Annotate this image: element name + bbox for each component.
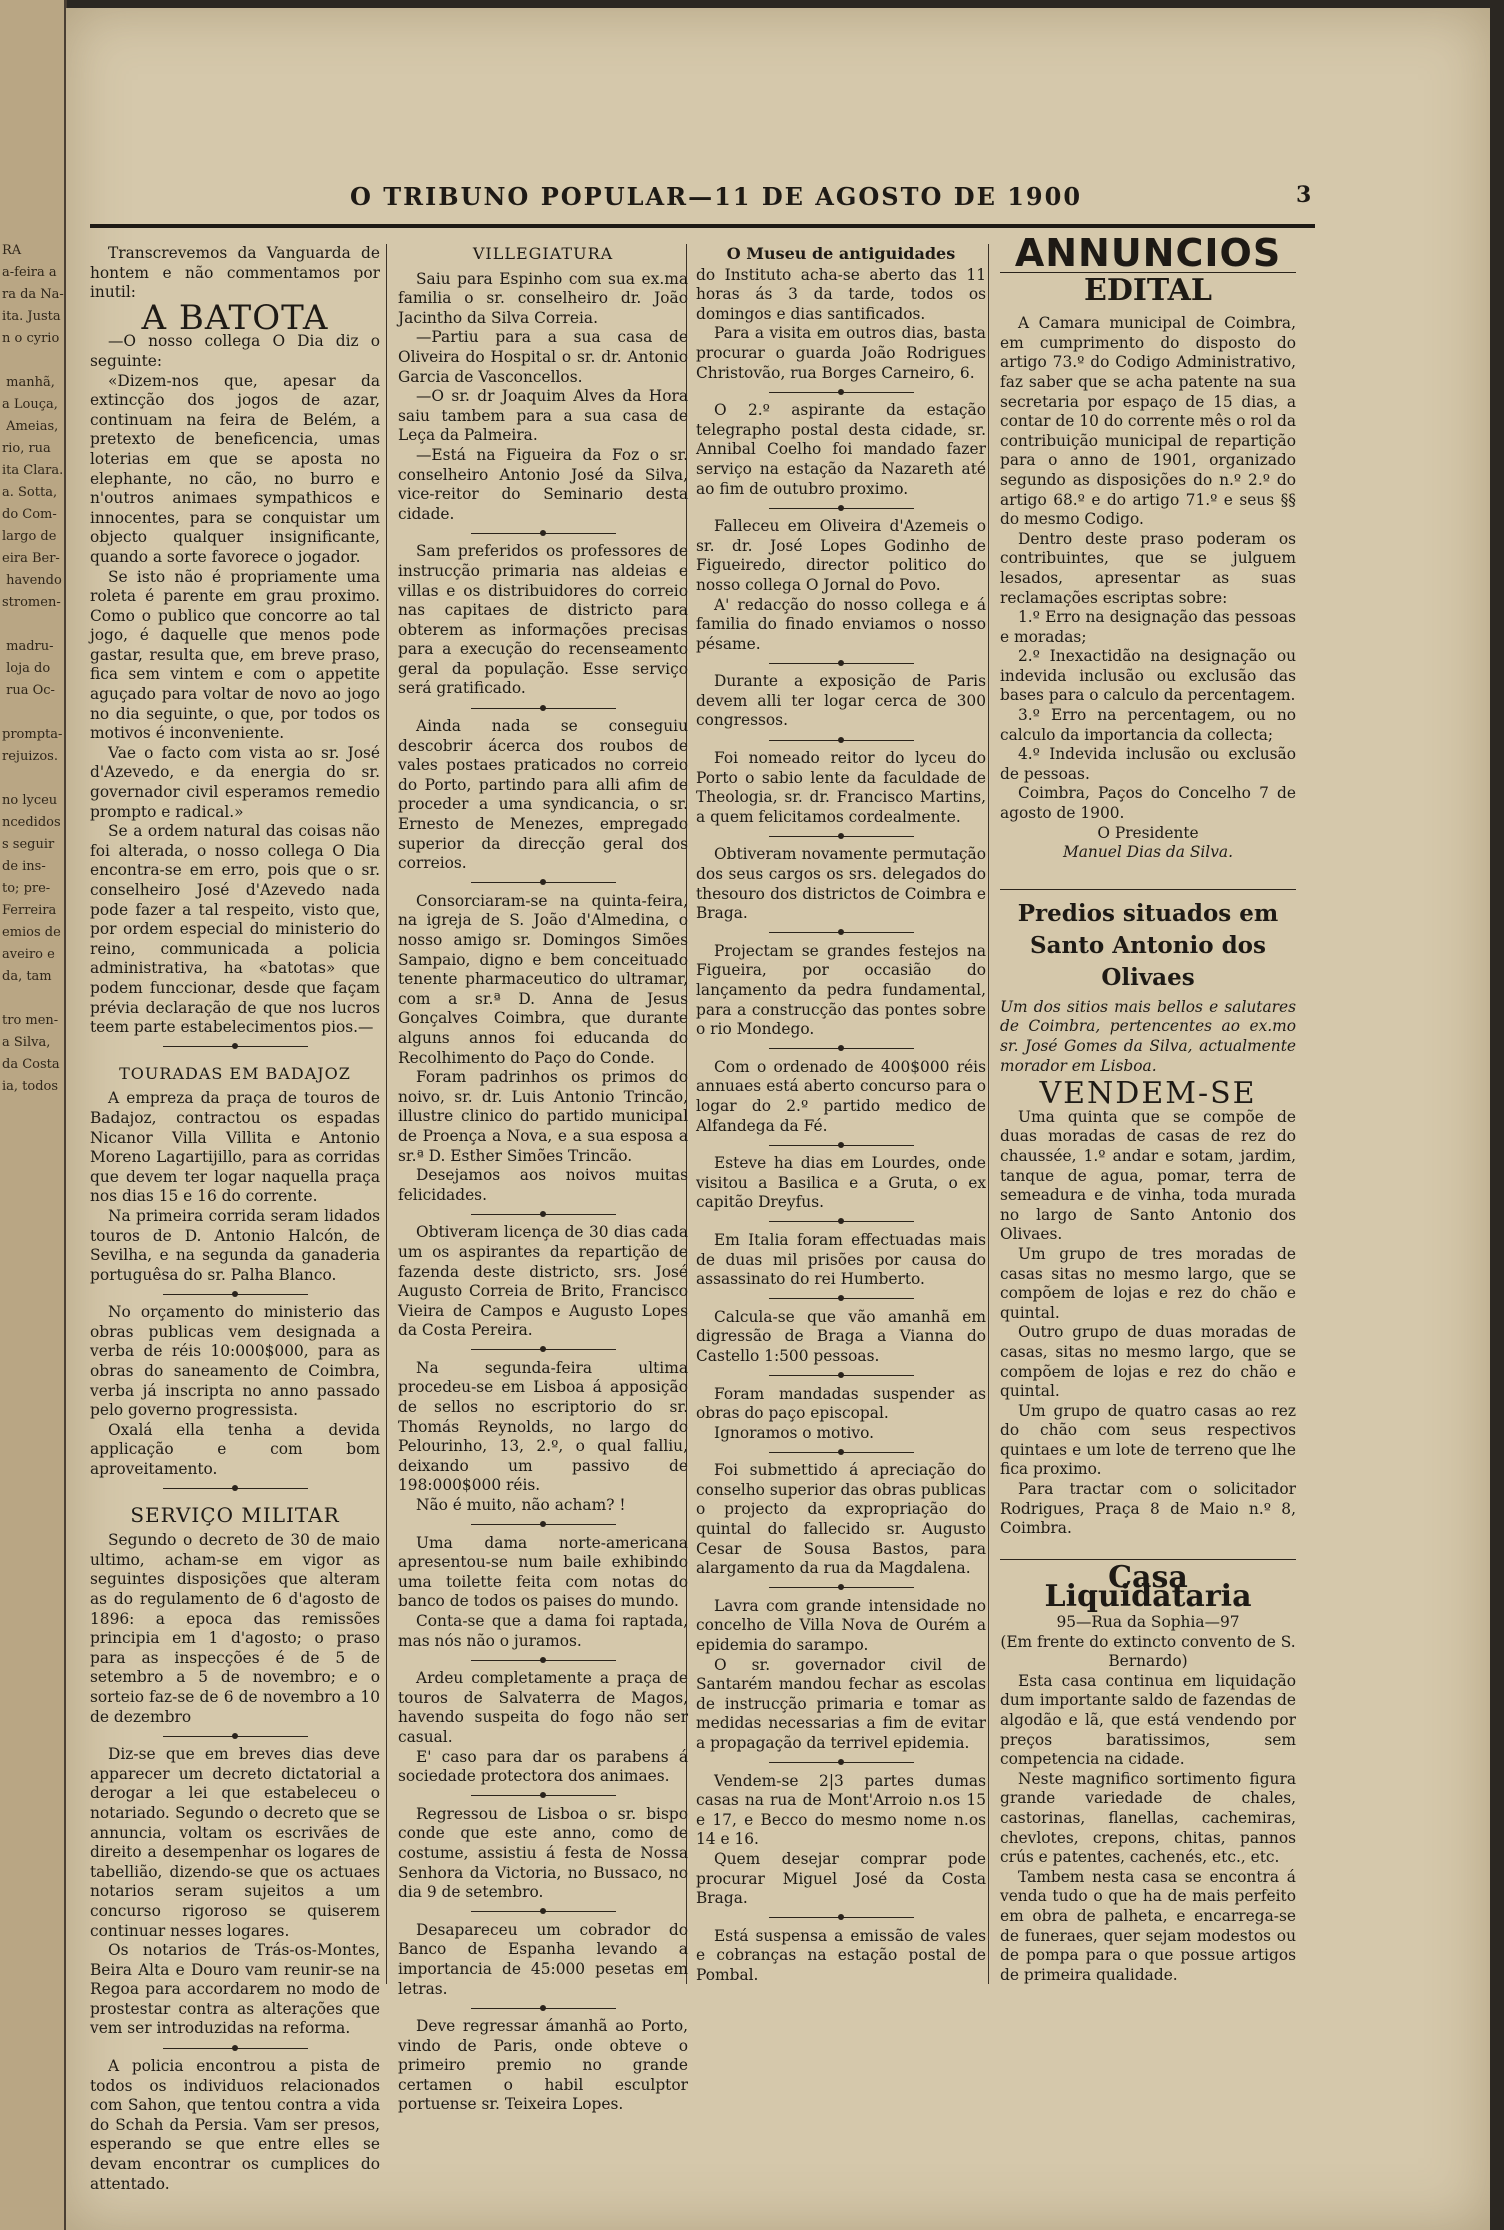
separator	[696, 924, 986, 942]
paragraph: Foram padrinhos os primos do noivo, sr. dr. Luis Antonio Trincão, illustre clinico do partido municipal de Proença a Nova, e a sua esposa a sr.ª D. Esther Simões Trincão.	[398, 1068, 688, 1165]
separator	[398, 524, 688, 542]
separator	[398, 1903, 688, 1921]
separator	[398, 1205, 688, 1223]
paragraph: Foi nomeado reitor do lyceu do Porto o sabio lente da faculdade de Theologia, sr. dr. Francisco Martins, a quem felicitamos cordealmente.	[696, 749, 986, 826]
paragraph: Consorciaram-se na quinta-feira, na igreja de S. João d'Almedina, o nosso amigo sr. Domingos Simões Sampaio, digno e bem conceituado tenente pharmaceutico do ultramar, com a sr.ª D. Anna de Jesus Gonçalves Coimbra, que durante alguns annos foi educanda do Recolhimento do Paço do Conde.	[398, 891, 688, 1067]
intro-paragraph: Transcrevemos da Vanguarda de hontem e não commentamos por inutil:	[90, 244, 380, 302]
paragraph: Ignoramos o motivo.	[714, 1423, 875, 1442]
paragraph: Tambem nesta casa se encontra á venda tudo o que ha de mais perfeito em obra de palheta, e encarrega-se de funeraes, quer sejam modestos ou de pompa para o que possue artigos de primeira qualidade.	[1000, 1867, 1296, 1984]
separator	[696, 654, 986, 672]
paragraph: Se isto não é propriamente uma roleta é parente em grau proximo. Como o publico que concorre ao tal jogo, é daquelle que menos pode gastar, resulta que, em breve praso, fica sem vintem e com o appetite aguçado para voltar de novo ao jogo no dia seguinte, o que, por todos os motivos é inconveniente.	[90, 567, 380, 743]
separator	[398, 1341, 688, 1359]
paragraph: Foram mandadas suspender as obras do paço episcopal.	[696, 1384, 986, 1423]
paragraph: A Camara municipal de Coimbra, em cumprimento do disposto do artigo 73.º do Codigo Administrativo, faz saber que se acha patente na sua secretaria por espaço de 15 dias, a contar de 10 do corrente mês o rol da contribuição municipal de repartição para o anno de 1901, organizado segundo as disposições do n.º 2.º do artigo 68.º e do artigo 71.º e seus §§ do mesmo Codigo.	[1000, 314, 1296, 529]
separator	[696, 1290, 986, 1308]
masthead-rule	[90, 224, 1315, 228]
paragraph: Obtiveram novamente permutação dos seus cargos os srs. delegados do thesouro dos districtos de Coimbra e Braga.	[696, 845, 986, 923]
paragraph: Projectam se grandes festejos na Figueira, por occasião do lançamento da pedra fundamental, para a construcção das pontes sobre o rio Mondego.	[696, 941, 986, 1039]
paragraph: Quem desejar comprar pode procurar Miguel José da Costa Braga.	[696, 1849, 986, 1908]
paragraph: Falleceu em Oliveira d'Azemeis o sr. dr. José Lopes Godinho de Figueiredo, director politico do nosso collega O Jornal do Povo.	[696, 517, 986, 594]
paragraph: Foi submettido á apreciação do conselho superior das obras publicas o projecto da expropriação do quintal do fallecido sr. Augusto Cesar de Sousa Bastos, para alargamento da rua da Magdalena.	[696, 1461, 986, 1578]
paragraph: Para a visita em outros dias, basta procurar o guarda João Rodrigues Christovão, rua Borges Carneiro, 6.	[696, 324, 986, 382]
paragraph: Oxalá ella tenha a devida applicação e com bom aproveitamento.	[90, 1420, 380, 1479]
paragraph: do Instituto acha-se aberto das 11 horas ás 3 da tarde, todos os domingos e dias santificados.	[696, 265, 986, 323]
paragraph: Está suspensa a emissão de vales e cobranças na estação postal de Pombal.	[696, 1926, 986, 1984]
separator	[398, 1999, 688, 2017]
paragraph: —O nosso collega O Dia diz o seguinte:	[90, 332, 380, 370]
masthead-title: O TRIBUNO POPULAR—11 DE AGOSTO DE 1900	[349, 182, 1083, 211]
separator	[90, 1285, 380, 1303]
paragraph: Ardeu completamente a praça de touros de Salvaterra de Magos, havendo suspeita do fogo não ser casual.	[398, 1669, 688, 1746]
paragraph: Na segunda-feira ultima procedeu-se em Lisboa á apposição de sellos no escriptorio do sr. Thomás Reynolds, no largo do Pelourinho, 13, 2.º, o qual falliu, deixando um passivo de 198:000$000 réis.	[398, 1358, 688, 1495]
column-4-announcements	[1000, 231, 1296, 2004]
edital-heading: EDITAL	[1084, 272, 1212, 308]
paragraph: —Está na Figueira da Foz o sr. conselheiro Antonio José da Silva, vice-reitor do Seminario desta cidade.	[398, 445, 688, 523]
paragraph: Uma dama norte-americana apresentou-se num baile exhibindo uma toilette feita com notas do banco de todos os paises do mundo.	[398, 1533, 688, 1611]
paragraph: «Dizem-nos que, apesar da extincção dos jogos de azar, continuam na feira de Belém, a pretexto de beneficencia, umas loterias em que se aposta no elephante, no cão, no burro e n'outros animaes sympathicos e innocentes, para se conquistar um objecto qualquer insignificante, quando a sorte favorece o jogador.	[90, 371, 380, 566]
separator	[696, 499, 986, 517]
paragraph: O 2.º aspirante da estação telegrapho postal desta cidade, sr. Annibal Coelho foi mandado fazer serviço na estação da Nazareth até ao fim de outubro proximo.	[696, 401, 986, 498]
paragraph: Dentro deste praso poderam os contribuintes, que se julguem lesados, apresentar as suas reclamações escriptas sobre:	[1000, 529, 1296, 607]
paragraph: Durante a exposição de Paris devem alli ter logar cerca de 300 congressos.	[696, 672, 986, 730]
predios-subtitle: Um dos sitios mais bellos e salutares de Coimbra, pertencentes ao ex.mo sr. José Gomes da Silva, actualmente morador em Lisboa.	[1000, 997, 1296, 1075]
column-divider	[988, 244, 989, 1984]
previous-page-fragment: RA a-feira a ra da Na- ita. Justa n o cyrio manhã, a Louça, Ameias, rio, rua ita Clara. a. Sotta, do Com- largo de eira Ber- havendo stromen- madru- loja do rua Oc- prompta- rejuizos. no lyceu ncedidos s seguir de ins- to; pre- Ferreira emios de aveiro e da, tam tro men- a Silva, da Costa ia, todos	[2, 243, 64, 1094]
separator	[696, 1579, 986, 1597]
paragraph: —Partiu para a sua casa de Oliveira do Hospital o sr. dr. Antonio Garcia de Vasconcellos.	[398, 328, 688, 386]
paragraph: No orçamento do ministerio das obras publicas vem designada a verba de réis 10:000$000, para as obras do saneamento de Coimbra, verba já inscripta no anno passado pelo governo progressista.	[90, 1303, 380, 1420]
paragraph: Esta casa continua em liquidação dum importante saldo de fazendas de algodão e lã, que está vendendo por preços baratissimos, sem competencia na cidade.	[1000, 1671, 1296, 1769]
previous-page-edge	[0, 0, 67, 2230]
paragraph: Os notarios de Trás-os-Montes, Beira Alta e Douro vam reunir-se na Regoa para accordarem no modo de prostestar contra as alterações que vem ser introduzidas na reforma.	[90, 1941, 380, 2038]
vendem-se-heading: VENDEM-SE	[1039, 1076, 1257, 1112]
paragraph: 3.º Erro na percentagem, ou no calculo da importancia da collecta;	[1000, 706, 1296, 744]
separator	[696, 1136, 986, 1154]
casa-address: 95—Rua da Sophia—97	[1056, 1613, 1240, 1632]
paragraph: Com o ordenado de 400$000 réis annuaes está aberto concurso para o logar do 2.º partido medico de Alfandega da Fé.	[696, 1057, 986, 1135]
newspaper-sheet	[66, 8, 1490, 2230]
paragraph: Segundo o decreto de 30 de maio ultimo, acham-se em vigor as seguintes disposições que alteram as do regulamento de 6 d'agosto de 1896: a epoca das remissões principia em 1 d'agosto; o praso para as inspecções é de 5 de setembro a 5 de novembro; e o sorteio faz-se de 6 de novembro a 10 de dezembro	[90, 1531, 380, 1726]
column-3	[696, 244, 986, 2004]
paragraph: E' caso para dar os parabens á sociedade protectora dos animaes.	[398, 1747, 688, 1786]
column-1	[90, 244, 380, 2193]
paragraph: Obtiveram licença de 30 dias cada um os aspirantes da repartição de fazenda deste districto, srs. José Augusto Correia de Brito, Francisco Vieira de Campos e Augusto Lopes da Costa Pereira.	[398, 1223, 688, 1340]
touradas-heading: TOURADAS EM BADAJOZ	[119, 1063, 351, 1083]
paragraph: 2.º Inexactidão na designação ou indevida inclusão ou exclusão das bases para o calculo da percentagem.	[1000, 647, 1296, 705]
servico-militar-heading: SERVIÇO MILITAR	[130, 1502, 340, 1527]
column-2	[398, 244, 688, 2114]
casa-address-note: (Em frente do extincto convento de S. Bernardo)	[1000, 1632, 1296, 1671]
separator	[398, 1787, 688, 1805]
paragraph: Desapareceu um cobrador do Banco de Espanha levando a importancia de 45:000 pesetas em letras.	[398, 1920, 688, 1998]
paragraph: Na primeira corrida seram lidados touros de D. Antonio Halcón, de Sevilha, e na segunda da ganaderia portuguêsa do sr. Palha Blanco.	[90, 1206, 380, 1284]
edital-signature: Manuel Dias da Silva.	[1063, 843, 1233, 862]
casa-liquidataria-heading: Casa Liquidataria	[1044, 1559, 1252, 1615]
paragraph: Calcula-se que vão amanhã em digressão de Braga a Vianna do Castello 1:500 pessoas.	[696, 1307, 986, 1365]
separator	[696, 827, 986, 845]
paragraph: Sam preferidos os professores de instrucção primaria nas aldeias e villas e os distribuidores do correio nas capitaes de districto para obterem as informações precisas para a execução do recenseamento geral da população. Esse serviço será gratificado.	[398, 542, 688, 698]
paragraph: Conta-se que a dama foi raptada, mas nós não o juramos.	[398, 1612, 688, 1650]
paragraph: Outro grupo de duas moradas de casas, sitas no mesmo largo, que se compõem de lojas e rez do chão e quintal.	[1000, 1323, 1296, 1401]
separator	[696, 1213, 986, 1231]
paragraph: Coimbra, Paços do Concelho 7 de agosto de 1900.	[1000, 784, 1296, 823]
paragraph: Para tractar com o solicitador Rodrigues, Praça 8 de Maio n.º 8, Coimbra.	[1000, 1480, 1296, 1538]
paragraph: Ainda nada se conseguiu descobrir ácerca dos roubos de vales postaes praticados no correio do Porto, partindo para alli afim de proceder a uma syndicancia, o sr. Ernesto de Menezes, empregado superior da direcção geral dos correios.	[398, 717, 688, 873]
paragraph: Desejamos aos noivos muitas felicidades.	[398, 1166, 688, 1204]
separator	[90, 1727, 380, 1745]
paragraph: Uma quinta que se compõe de duas moradas de casas de rez do chaussée, 1.º andar e sotam, jardim, tanque de agua, pomar, terra de semeadura e de vinha, toda murada no largo de Santo Antonio dos Olivaes.	[1000, 1107, 1296, 1244]
separator	[398, 699, 688, 717]
separator	[90, 1480, 380, 1498]
paragraph: Diz-se que em breves dias deve apparecer um decreto dictatorial a derogar a lei que estabeleceu o notariado. Segundo o decreto que se annuncia, voltam os escrivães de direito a desempenhar os logares de tabellião, dizendo-se que os actuaes notarios seram sujeitos a um concurso rigoroso se quiserem continuar nesses logares.	[90, 1745, 380, 1940]
separator	[398, 1651, 688, 1669]
separator	[696, 1040, 986, 1058]
vilegiatura-heading: VILLEGIATURA	[472, 244, 614, 263]
separator	[90, 1038, 380, 1056]
paragraph: Lavra com grande intensidade no concelho de Villa Nova de Ourém a epidemia do sarampo.	[696, 1596, 986, 1655]
paragraph: Vae o facto com vista ao sr. José d'Azevedo, e da energia do sr. governador civil esperamos remedio prompto e radical.»	[90, 743, 380, 821]
separator	[696, 1909, 986, 1927]
separator	[696, 1367, 986, 1385]
paragraph: Regressou de Lisboa o sr. bispo conde que este anno, como de costume, assistiu á festa de Nossa Senhora da Victoria, no Bussaco, no dia 9 de setembro.	[398, 1804, 688, 1902]
predios-heading: Predios situados em Santo Antonio dos Olivaes	[1017, 899, 1279, 991]
paragraph: Esteve ha dias em Lourdes, onde visitou a Basilica e a Gruta, o ex capitão Dreyfus.	[696, 1154, 986, 1212]
paragraph: A' redacção do nosso collega e á familia do finado enviamos o nosso pésame.	[696, 595, 986, 653]
paragraph: O sr. governador civil de Santarém mandou fechar as escolas de instrucção primaria e tomar as medidas necessarias a fim de evitar a propagação da terrivel epidemia.	[696, 1655, 986, 1752]
page-number: 3	[1296, 182, 1312, 208]
separator	[696, 383, 986, 401]
annuncios-heading: ANNUNCIOS	[1014, 231, 1282, 275]
edital-role: O Presidente	[1097, 823, 1199, 842]
paragraph: Neste magnifico sortimento figura grande variedade de chales, castorinas, flanellas, cachemiras, chevlotes, crepons, chitas, pannos crús e patentes, cachenés, etc., etc.	[1000, 1769, 1296, 1867]
paragraph: Não é muito, não acham? !	[416, 1496, 626, 1515]
paragraph: 1.º Erro na designação das pessoas e moradas;	[1000, 608, 1296, 646]
paragraph: Um grupo de tres moradas de casas sitas no mesmo largo, que se compõem de lojas e rez do chão e quintal.	[1000, 1244, 1296, 1322]
separator	[398, 874, 688, 892]
paragraph: Deve regressar ámanhã ao Porto, vindo de Paris, onde obteve o primeiro premio no grande certamen o habil esculptor portuense sr. Teixeira Lopes.	[398, 2017, 688, 2114]
separator	[90, 2039, 380, 2057]
paragraph: Em Italia foram effectuadas mais de duas mil prisões por causa do assassinato do rei Humberto.	[696, 1230, 986, 1289]
separator	[696, 731, 986, 749]
separator	[696, 1443, 986, 1461]
separator	[696, 1754, 986, 1772]
paragraph: Saiu para Espinho com sua ex.ma familia o sr. conselheiro dr. João Jacintho da Silva Correia.	[398, 269, 688, 327]
paragraph: —O sr. dr Joaquim Alves da Hora saiu tambem para a sua casa de Leça da Palmeira.	[398, 387, 688, 445]
batota-heading: A BATOTA	[141, 297, 329, 338]
paragraph: Se a ordem natural das coisas não foi alterada, o nosso collega O Dia encontra-se em erro, pois que o sr. conselheiro José d'Azevedo nada pode fazer a tal respeito, visto que, por ordem especial do ministerio do reino, communicada a policia administrativa, ha «batotas» que podem funccionar, desde que façam prévia declaração de que nos lucros teem parte estabelecimentos pios.—	[90, 822, 380, 1037]
paragraph: A policia encontrou a pista de todos os individuos relacionados com Sahon, que tentou contra a vida do Schah da Persia. Vam ser presos, esperando se que entre elles se devam encontrar os cumplices do attentado.	[90, 2057, 380, 2193]
paragraph: Um grupo de quatro casas ao rez do chão com seus respectivos quintaes e um lote de terreno que lhe fica proximo.	[1000, 1401, 1296, 1479]
paragraph: A empreza da praça de touros de Badajoz, contractou os espadas Nicanor Villa Villita e Antonio Moreno Lagartijillo, para as corridas que devem ter logar naquella praça nos dias 15 e 16 do corrente.	[90, 1089, 380, 1206]
paragraph: 4.º Indevida inclusão ou exclusão de pessoas.	[1000, 745, 1296, 783]
museu-heading: O Museu de antiguidades	[726, 244, 956, 263]
separator	[398, 1516, 688, 1534]
column-divider	[386, 244, 387, 1984]
rule	[1000, 889, 1296, 890]
paragraph: Vendem-se 2|3 partes dumas casas na rua de Mont'Arroio n.os 15 e 17, e Becco do mesmo nome n.os 14 e 16.	[696, 1771, 986, 1849]
